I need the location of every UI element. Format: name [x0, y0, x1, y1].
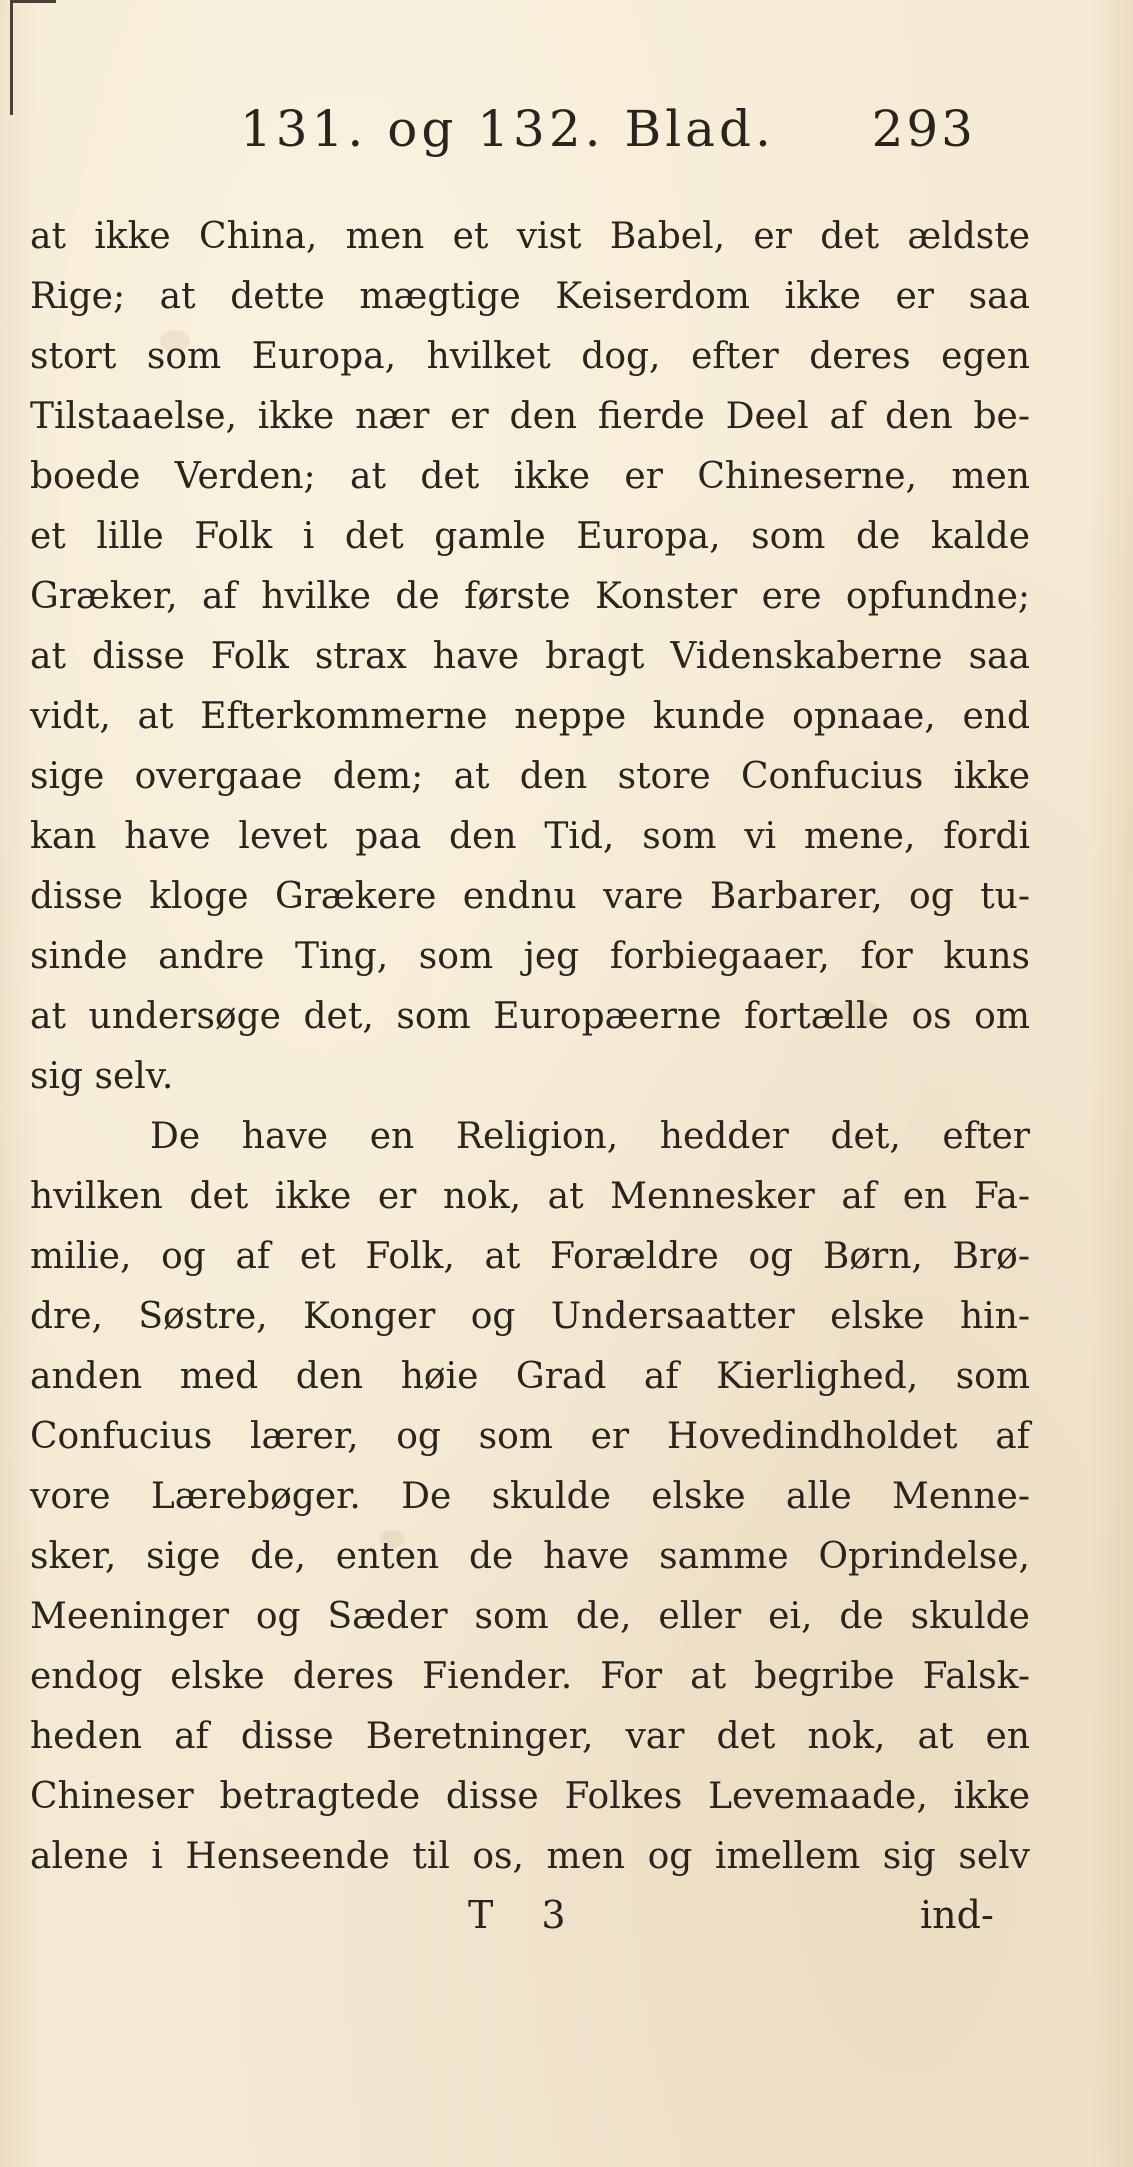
text-line: alene i Henseende til os, men og imellem sig selv [30, 1836, 1030, 1877]
catchword: ind- [920, 1893, 994, 1937]
text-line: Rige; at dette mægtige Keiserdom ikke er saa [30, 276, 1030, 317]
text-line: endog elske deres Fiender. For at begribe Falsk- [30, 1656, 1030, 1697]
page-corner-rule [10, 0, 56, 3]
text-line: vore Lærebøger. De skulde elske alle Menne- [30, 1476, 1030, 1517]
text-line: heden af disse Beretninger, var det nok, at en [30, 1716, 1030, 1757]
text-line: Confucius lærer, og som er Hovedindholdet af [30, 1416, 1030, 1457]
text-line: et lille Folk i det gamle Europa, som de kalde [30, 516, 1030, 557]
page-edge-rule [10, 0, 13, 115]
text-line: stort som Europa, hvilket dog, efter deres egen [30, 336, 1030, 377]
running-header [240, 100, 990, 175]
header-title: 131. og 132. Blad. [240, 100, 775, 158]
text-line: at ikke China, men et vist Babel, er det ældste [30, 216, 1030, 257]
page-number: 293 [871, 100, 976, 158]
text-line: at disse Folk strax have bragt Videnskaberne saa [30, 636, 1030, 677]
text-line: Meeninger og Sæder som de, eller ei, de skulde [30, 1596, 1030, 1637]
text-line: Græker, af hvilke de første Konster ere opfundne; [30, 576, 1030, 617]
text-line: Chineser betragtede disse Folkes Levemaade, ikke [30, 1776, 1030, 1817]
text-line: milie, og af et Folk, at Forældre og Børn, Brø- [30, 1236, 1030, 1277]
text-line: vidt, at Efterkommerne neppe kunde opnaae, end [30, 696, 1030, 737]
signature-mark: T 3 [468, 1893, 584, 1937]
text-line: anden med den høie Grad af Kierlighed, som [30, 1356, 1030, 1397]
text-line: hvilken det ikke er nok, at Mennesker af en Fa- [30, 1176, 1030, 1217]
text-line: De have en Religion, hedder det, efter [150, 1116, 1030, 1157]
text-line: at undersøge det, som Europæerne fortælle os om [30, 996, 1030, 1037]
text-line: kan have levet paa den Tid, som vi mene, fordi [30, 816, 1030, 857]
text-line: sker, sige de, enten de have samme Oprindelse, [30, 1536, 1030, 1577]
text-line: sige overgaae dem; at den store Confucius ikke [30, 756, 1030, 797]
text-line: Tilstaaelse, ikke nær er den fierde Deel af den be- [30, 396, 1030, 437]
text-line: disse kloge Grækere endnu vare Barbarer, og tu- [30, 876, 1030, 917]
page-footer [0, 1885, 1133, 1945]
text-line: sinde andre Ting, som jeg forbiegaaer, for kuns [30, 936, 1030, 977]
text-line: boede Verden; at det ikke er Chineserne, men [30, 456, 1030, 497]
text-line: sig selv. [30, 1056, 174, 1097]
text-line: dre, Søstre, Konger og Undersaatter elske hin- [30, 1296, 1030, 1337]
